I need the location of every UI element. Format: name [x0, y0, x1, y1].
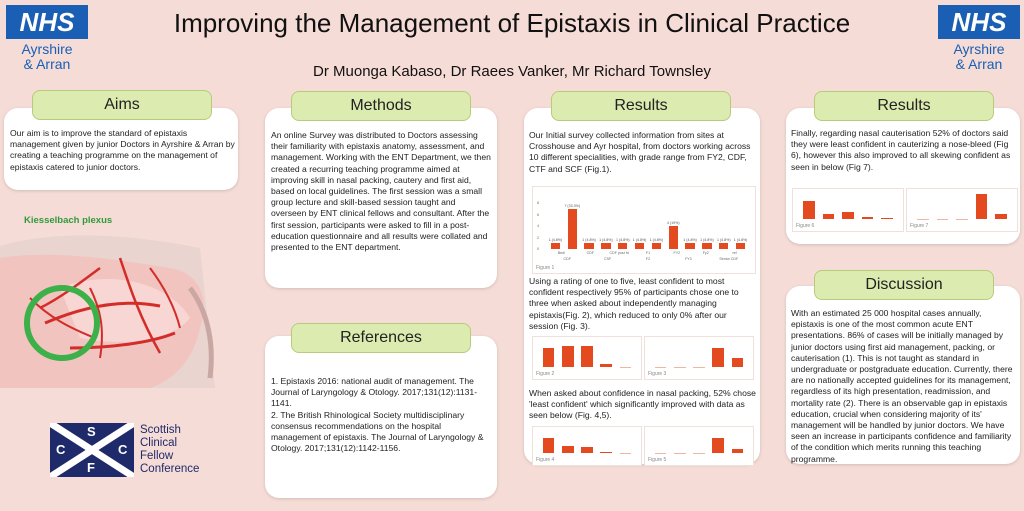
poster-title: Improving the Management of Epistaxis in Clinical Practice — [173, 8, 851, 38]
sfcf-letter-top: S — [87, 424, 96, 439]
figure-1-category-label: FY2 — [673, 251, 681, 255]
figure-3-plot — [651, 341, 747, 367]
figure-4-plot — [539, 431, 635, 453]
figure-1-ytick: 6 — [537, 211, 540, 217]
results-card-2 — [786, 108, 1020, 244]
figure-1-bar — [568, 209, 577, 249]
sfcf-line4: Conference — [140, 463, 200, 475]
figure-1-bar-label: 1 (4.8%) — [683, 238, 697, 243]
sfcf-line1: Scottish — [140, 424, 181, 436]
figure-4-bar — [543, 438, 555, 453]
nasal-anatomy-illustration — [0, 228, 238, 390]
figure-7-bar — [976, 194, 988, 219]
figure-4-bar — [581, 447, 593, 453]
sfcf-letter-bottom: F — [87, 460, 95, 475]
sfcf-logo-text — [140, 424, 199, 476]
figure-1-bar — [719, 243, 728, 249]
results1-para1: Our Initial survey collected information from sites at Crosshouse and Ayr hospital, from doctors working across 10 different specialities, with grade range from FY2, CDF, CTF and SCF (Fig.1). — [529, 130, 751, 174]
figure-4-bar — [562, 446, 574, 453]
figure-1-category-label: Senior CDF — [719, 257, 739, 261]
sfcf-line3: Fellow — [140, 450, 174, 462]
figure-7-chart — [906, 188, 1018, 232]
sfcf-line2: Clinical — [140, 437, 178, 449]
figure-1-bar — [669, 226, 678, 249]
figure-1-bar — [635, 243, 644, 249]
figure-1-ytick: 8 — [537, 200, 540, 205]
aims-card — [4, 108, 238, 190]
figure-5-bar — [732, 449, 744, 453]
figure-6-caption: Figure 6 — [796, 223, 815, 229]
figure-5-bar — [693, 453, 705, 454]
figure-4-chart — [532, 426, 642, 466]
references-text: 1. Epistaxis 2016: national audit of management. The Journal of Laryngology & Otology. 2017;131(12):1131-1141. 2. The British Rhinological Society multidisciplinary consensus recommendations on the hospital management of epistaxis. The Journal of Laryngology & Otology. 2017;131(12):1142-1156. — [271, 376, 484, 454]
figure-1-category-label: Fy2 — [702, 251, 709, 255]
figure-2-bar — [543, 348, 555, 367]
nhs-logo-right — [938, 5, 1020, 72]
figure-4-caption: Figure 4 — [536, 457, 555, 463]
figure-1-bar-label: 1 (4.8%) — [649, 238, 664, 243]
nhs-logo-left-line1: Ayrshire — [21, 41, 73, 57]
figure-1-bar — [601, 243, 610, 249]
figure-7-bar — [917, 219, 929, 220]
figure-5-bar — [712, 438, 724, 453]
figure-1-bar-label: 1 (4.8%) — [700, 238, 714, 243]
sfcf-logo — [50, 423, 134, 477]
poster-authors: Dr Muonga Kabaso, Dr Raees Vanker, Mr Richard Townsley — [313, 63, 711, 80]
figure-1-category-label: Bed/ — [557, 251, 566, 255]
figure-4-bar — [620, 453, 632, 454]
figure-5-bar — [674, 453, 686, 454]
results1-para2: Using a rating of one to five, least confident to most confident respectively 95% of participants chose one to three when asked about independently managing epistaxis(Fig. 2), which reduced to only 0% after our session (Fig. 3). — [529, 276, 739, 331]
figure-7-bar — [937, 219, 949, 220]
results1-heading: Results — [551, 91, 731, 121]
figure-1-bar — [685, 243, 694, 249]
nhs-logo-left — [6, 5, 88, 72]
figure-1-category-label: CSF — [603, 257, 612, 261]
figure-1-category-label: CDF — [563, 257, 571, 261]
figure-1-bar-label: 1 (4.8%) — [733, 238, 748, 243]
figure-6-bar — [842, 212, 854, 219]
methods-heading: Methods — [291, 91, 471, 121]
figure-1-plot — [547, 193, 749, 249]
figure-6-chart — [792, 188, 904, 232]
figure-3-bar — [693, 367, 705, 368]
results-card-1 — [524, 108, 760, 464]
nhs-logo-right-brand: NHS — [938, 5, 1020, 39]
figure-1-ytick: 4 — [537, 223, 540, 228]
nhs-logo-right-line1: Ayrshire — [953, 41, 1005, 57]
figure-1-category-label: FY3 — [685, 257, 692, 261]
figure-1-bar — [652, 243, 661, 249]
figure-1-bar-label: 1 (4.8%) — [548, 238, 563, 243]
figure-1-bar-label: 1 (4.8%) — [632, 238, 647, 243]
figure-6-bar — [803, 201, 815, 219]
figure-3-caption: Figure 3 — [648, 371, 667, 377]
nhs-logo-right-line2: & Arran — [955, 56, 1003, 72]
figure-1-ytick: 0 — [537, 246, 540, 251]
figure-2-caption: Figure 2 — [536, 371, 555, 377]
figure-1-bar-label: 1 (4.8%) — [615, 238, 630, 243]
figure-1-ytick: 2 — [537, 234, 540, 240]
figure-2-bar — [620, 367, 632, 368]
figure-1-bar-label: 7 (33.3%) — [564, 203, 581, 208]
figure-1-bar-label: 1 (4.8%) — [716, 238, 731, 243]
figure-1-caption: Figure 1 — [536, 265, 555, 271]
figure-5-plot — [651, 431, 747, 453]
figure-6-bar — [862, 217, 874, 219]
aims-text: Our aim is to improve the standard of epistaxis management given by junior Doctors in Ayrshire & Arran by creating a teaching programme on the management of epistaxis catered to junior doctors. — [10, 128, 235, 172]
figure-5-chart — [644, 426, 754, 466]
figure-7-plot — [913, 193, 1011, 219]
figure-2-chart — [532, 336, 642, 380]
figure-2-plot — [539, 341, 635, 367]
figure-6-bar — [823, 214, 835, 219]
figure-4-bar — [600, 452, 612, 453]
results1-para3: When asked about confidence in nasal packing, 52% chose 'least confident' which significantly improved with data as seen below (Fig. 4,5). — [529, 388, 756, 421]
results2-text: Finally, regarding nasal cauterisation 52% of doctors said they were least confident in cauterizing a nose-bleed (Fig 6), however this also improved to all skewing confident as seen in below (Fig 7). — [791, 128, 1011, 172]
discussion-text: With an estimated 25 000 hospital cases annually, epistaxis is one of the most common acute ENT presentations. 86% of cases will be initially managed by junior doctors using first aid management, packing, or cauterisation (1). This is not taught as standard in undergraduate or postgraduate education. Currently, there are no nationally accepted guidelines for its management, regardless of its high presentation, readmission, and mortality rate (2). There is an observable gap in epistaxis education, crucial when considering majority of its' management will be handled by junior doctors. We have seen an increase in participants confidence and familiarity of the condition which merits running this teaching programme. — [791, 308, 1013, 464]
discussion-heading: Discussion — [814, 270, 994, 300]
figure-6-bar — [881, 218, 893, 219]
figure-3-bar — [712, 348, 724, 367]
figure-1-categories-row2 — [547, 257, 749, 263]
discussion-card — [786, 286, 1020, 464]
figure-1-category-label: CDF post fd — [609, 251, 629, 255]
figure-1-bar-label: 1 (4.8%) — [599, 238, 613, 243]
references-card — [265, 336, 497, 498]
figure-7-bar — [956, 219, 968, 220]
figure-3-chart — [644, 336, 754, 380]
methods-text: An online Survey was distributed to Doctors assessing their familiarity with epistaxis anatomy, assessment, and management. Working with the ENT Department, we then created a recurring teaching programme aimed at improving skill in nasal packing, cautery and first aid, based on local guidelines. The first session was a small group lecture and skill-based session taught and overseen by ENT clinical fellows and consultant. After the first session, participants were asked to fill in a post-education questionnaire and all results were collated and presented to the ENT department. — [271, 130, 491, 253]
figure-1-bar — [702, 243, 711, 249]
figure-3-bar — [674, 367, 686, 368]
figure-1-bar — [584, 243, 593, 249]
figure-1-category-label: ref — [732, 251, 737, 255]
figure-2-bar — [581, 346, 593, 367]
figure-5-caption: Figure 5 — [648, 457, 667, 463]
figure-7-caption: Figure 7 — [910, 223, 929, 229]
figure-1-bar — [618, 243, 627, 249]
figure-1-chart — [532, 186, 756, 274]
sfcf-letter-right: C — [118, 442, 128, 457]
kiesselbach-label: Kiesselbach plexus — [24, 215, 113, 226]
figure-3-bar — [655, 367, 667, 368]
figure-2-bar — [562, 346, 574, 367]
figure-1-bar — [736, 243, 745, 249]
figure-1-category-label: CDF — [586, 251, 594, 255]
figure-1-bar — [551, 243, 560, 249]
figure-1-bar-label: 4 (19%) — [666, 221, 680, 225]
nhs-logo-left-brand: NHS — [6, 5, 88, 39]
figure-7-bar — [995, 214, 1007, 219]
nhs-logo-left-line2: & Arran — [23, 56, 71, 72]
figure-1-category-label: F1 — [645, 251, 651, 255]
figure-1-bar-label: 1 (4.8%) — [582, 238, 596, 243]
sfcf-letter-left: C — [56, 442, 66, 457]
figure-2-bar — [600, 364, 612, 367]
references-heading: References — [291, 323, 471, 353]
figure-1-category-label: F2 — [645, 257, 651, 261]
figure-6-plot — [799, 193, 897, 219]
aims-heading: Aims — [32, 90, 212, 120]
results2-heading: Results — [814, 91, 994, 121]
methods-card — [265, 108, 497, 288]
figure-3-bar — [732, 358, 744, 367]
figure-5-bar — [655, 453, 667, 454]
